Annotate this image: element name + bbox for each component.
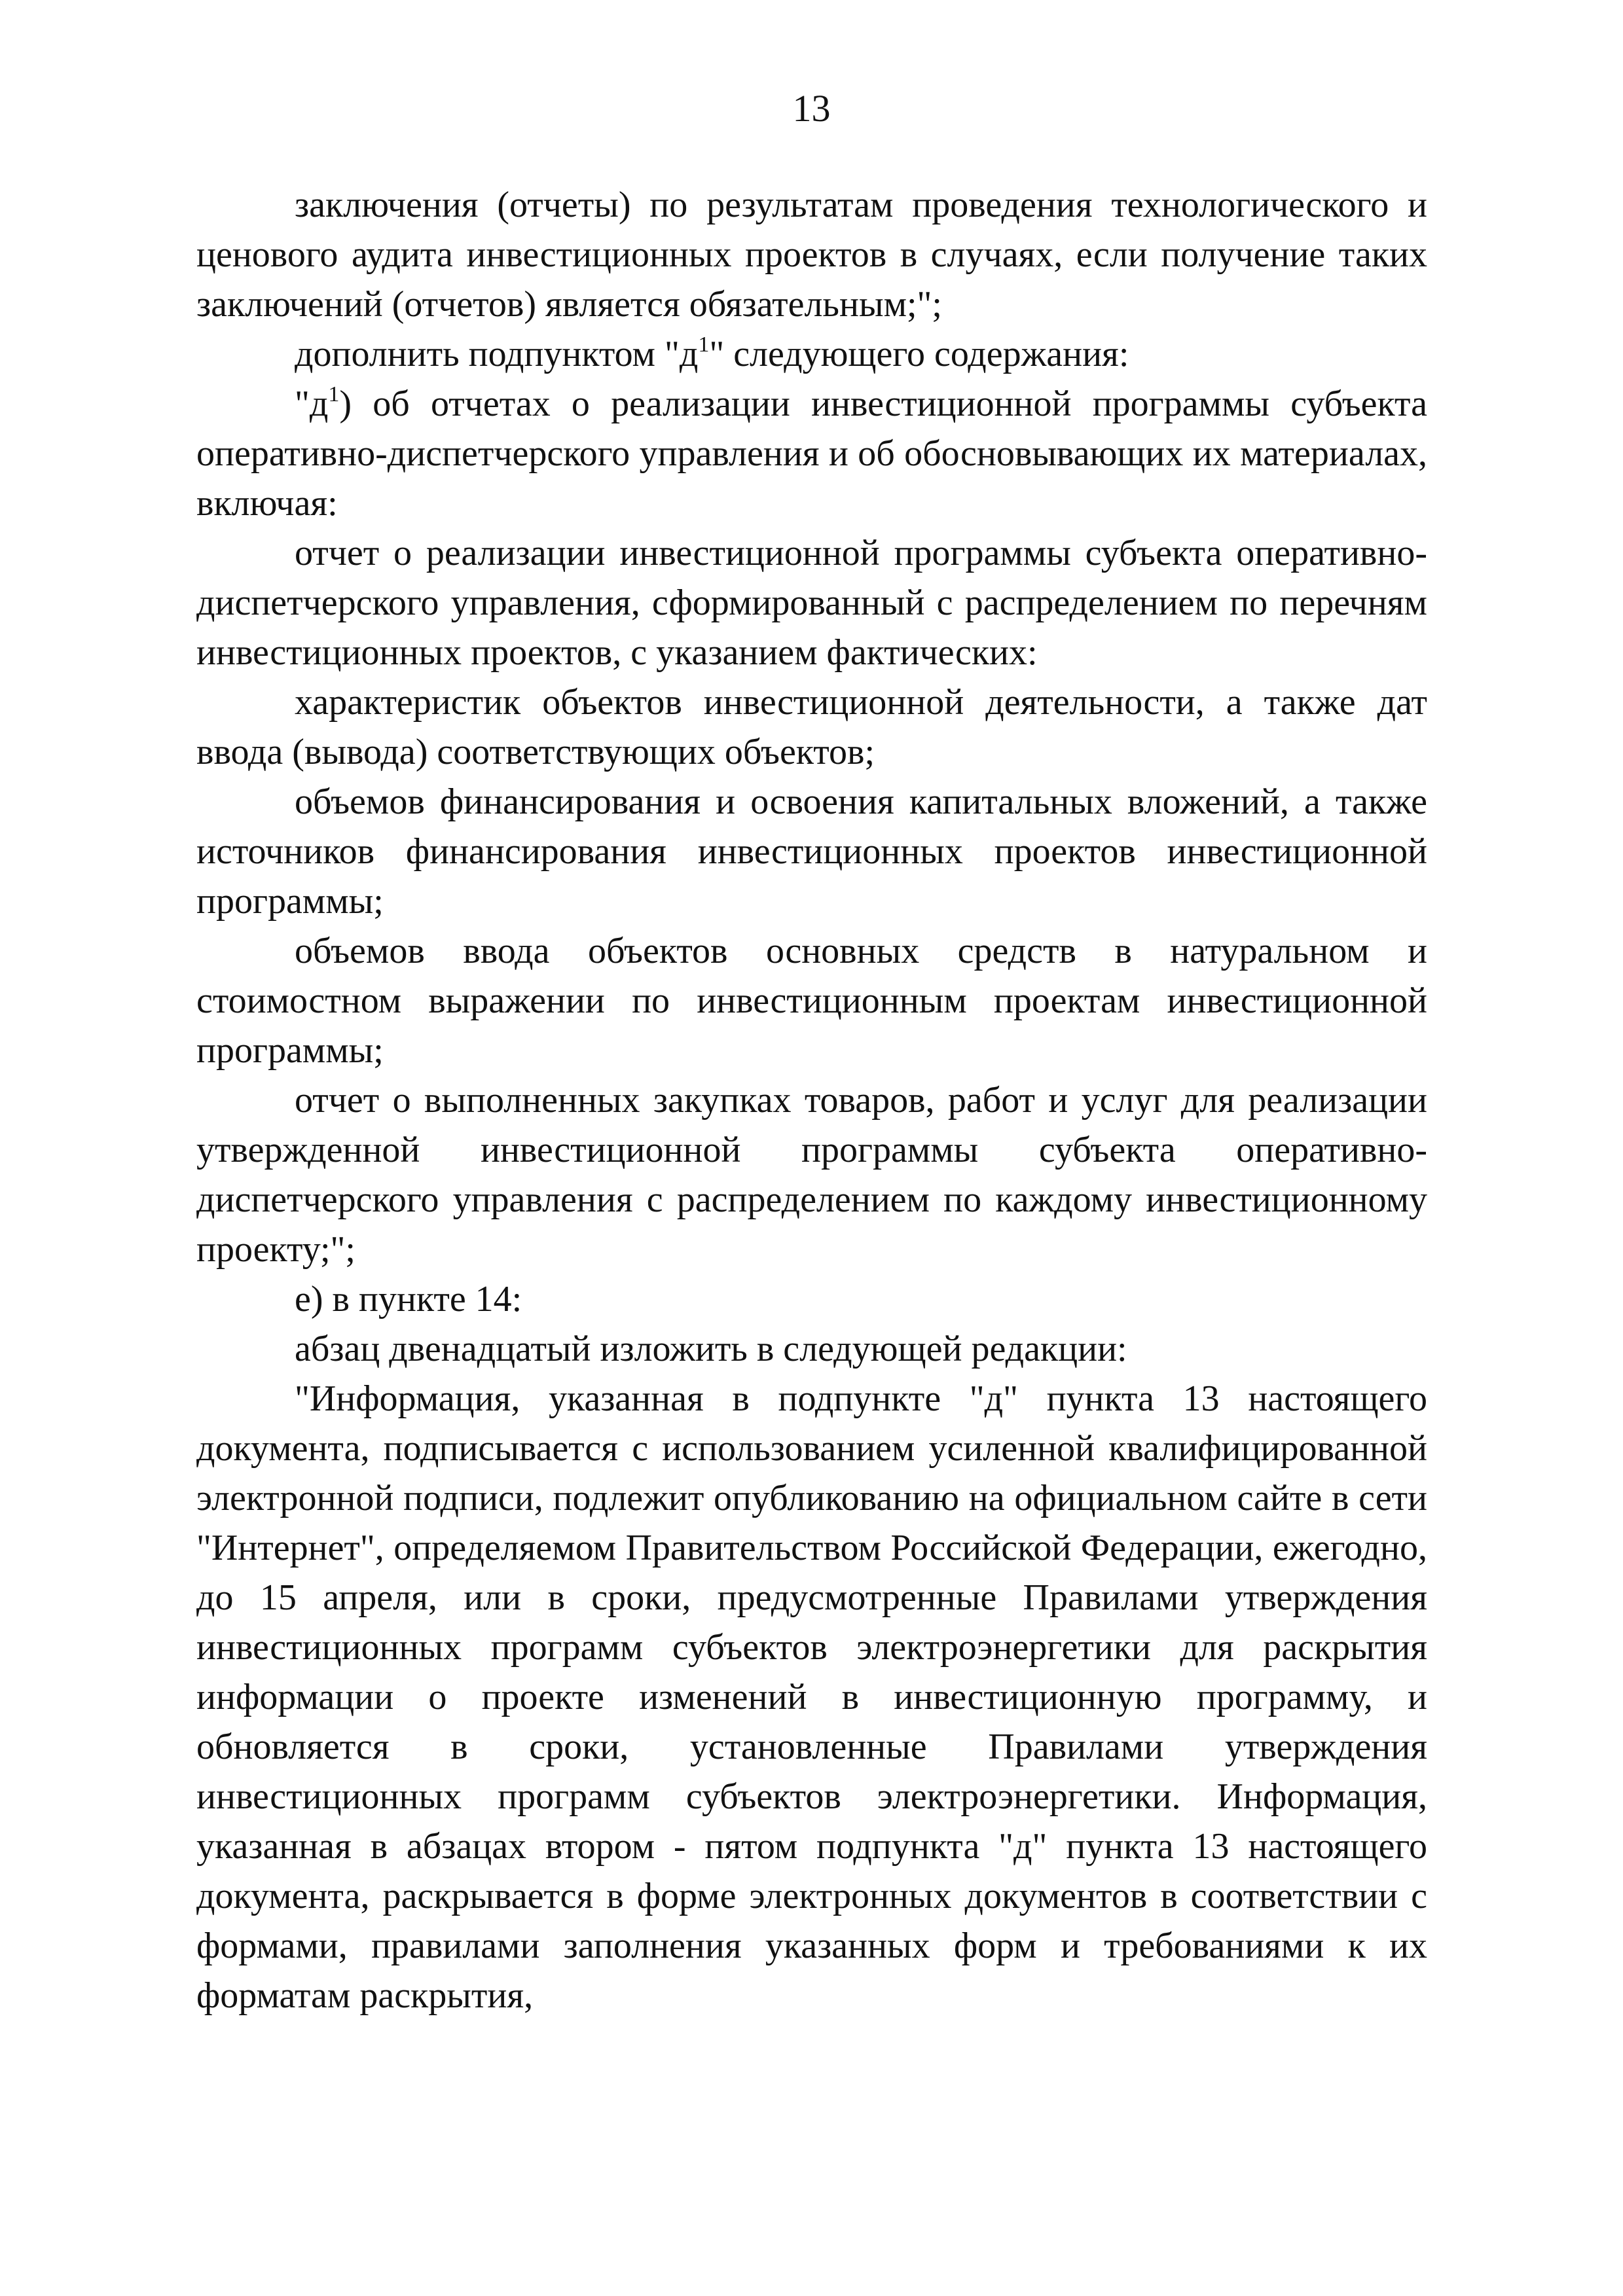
paragraph-procurement-report: отчет о выполненных закупках товаров, работ и услуг для реализации утвержденной инвестиционной программы субъекта оперативно-диспетчерского управления с распределением по каждому инвестиционному проекту;"; — [196, 1080, 1427, 1270]
paragraph-financing: объемов финансирования и освоения капитальных вложений, а также источников финансирования инвестиционных проектов инвестиционной программы; — [196, 781, 1427, 922]
paragraph-text-part: "д — [295, 384, 329, 424]
page-number: 13 — [792, 87, 831, 130]
paragraph-report-realization: отчет о реализации инвестиционной программы субъекта оперативно-диспетчерского управления, сформированный с распределением по перечням инвестиционных проектов, с указанием фактических: — [196, 533, 1427, 673]
document-body — [196, 180, 1427, 2020]
paragraph-information-disclosure: "Информация, указанная в подпункте "д" пункта 13 настоящего документа, подписывается с использованием усиленной квалифицированной электронной подписи, подлежит опубликованию на официальном сайте в сети "Интернет", определяемом Правительством Российской Федерации, ежегодно, до 15 апреля, или в сроки, предусмотренные Правилами утверждения инвестиционных программ субъектов электроэнергетики для раскрытия информации о проекте изменений в инвестиционную программу, и обновляется в сроки, установленные Правилами утверждения инвестиционных программ субъектов электроэнергетики. Информация, указанная в абзацах втором - пятом подпункта "д" пункта 13 настоящего документа, раскрывается в форме электронных документов в соответствии с формами, правилами заполнения указанных форм и требованиями к их форматам раскрытия, — [196, 1378, 1427, 2016]
paragraph-subpoint-d1 — [196, 379, 1427, 528]
paragraph-add-subpoint — [196, 329, 1427, 379]
paragraph-text-part: ) об отчетах о реализации инвестиционной программы субъекта оперативно-диспетчерского управления и об обосновывающих их материалах, включая: — [196, 384, 1427, 524]
superscript-index: 1 — [328, 382, 340, 406]
paragraph-fixed-assets: объемов ввода объектов основных средств в натуральном и стоимостном выражении по инвестиционным проектам инвестиционной программы; — [196, 931, 1427, 1071]
paragraph-twelfth-clause: абзац двенадцатый изложить в следующей редакции: — [295, 1329, 1127, 1369]
paragraph-audit-conclusions: заключения (отчеты) по результатам проведения технологического и ценового аудита инвестиционных проектов в случаях, если получение таких заключений (отчетов) является обязательным;"; — [196, 185, 1427, 325]
paragraph-point-14: е) в пункте 14: — [295, 1279, 522, 1319]
paragraph-text-part: дополнить подпунктом "д — [295, 334, 699, 374]
superscript-index: 1 — [698, 332, 710, 357]
paragraph-text-part: " следующего содержания: — [709, 334, 1129, 374]
paragraph-characteristics: характеристик объектов инвестиционной деятельности, а также дат ввода (вывода) соответствующих объектов; — [196, 682, 1427, 772]
